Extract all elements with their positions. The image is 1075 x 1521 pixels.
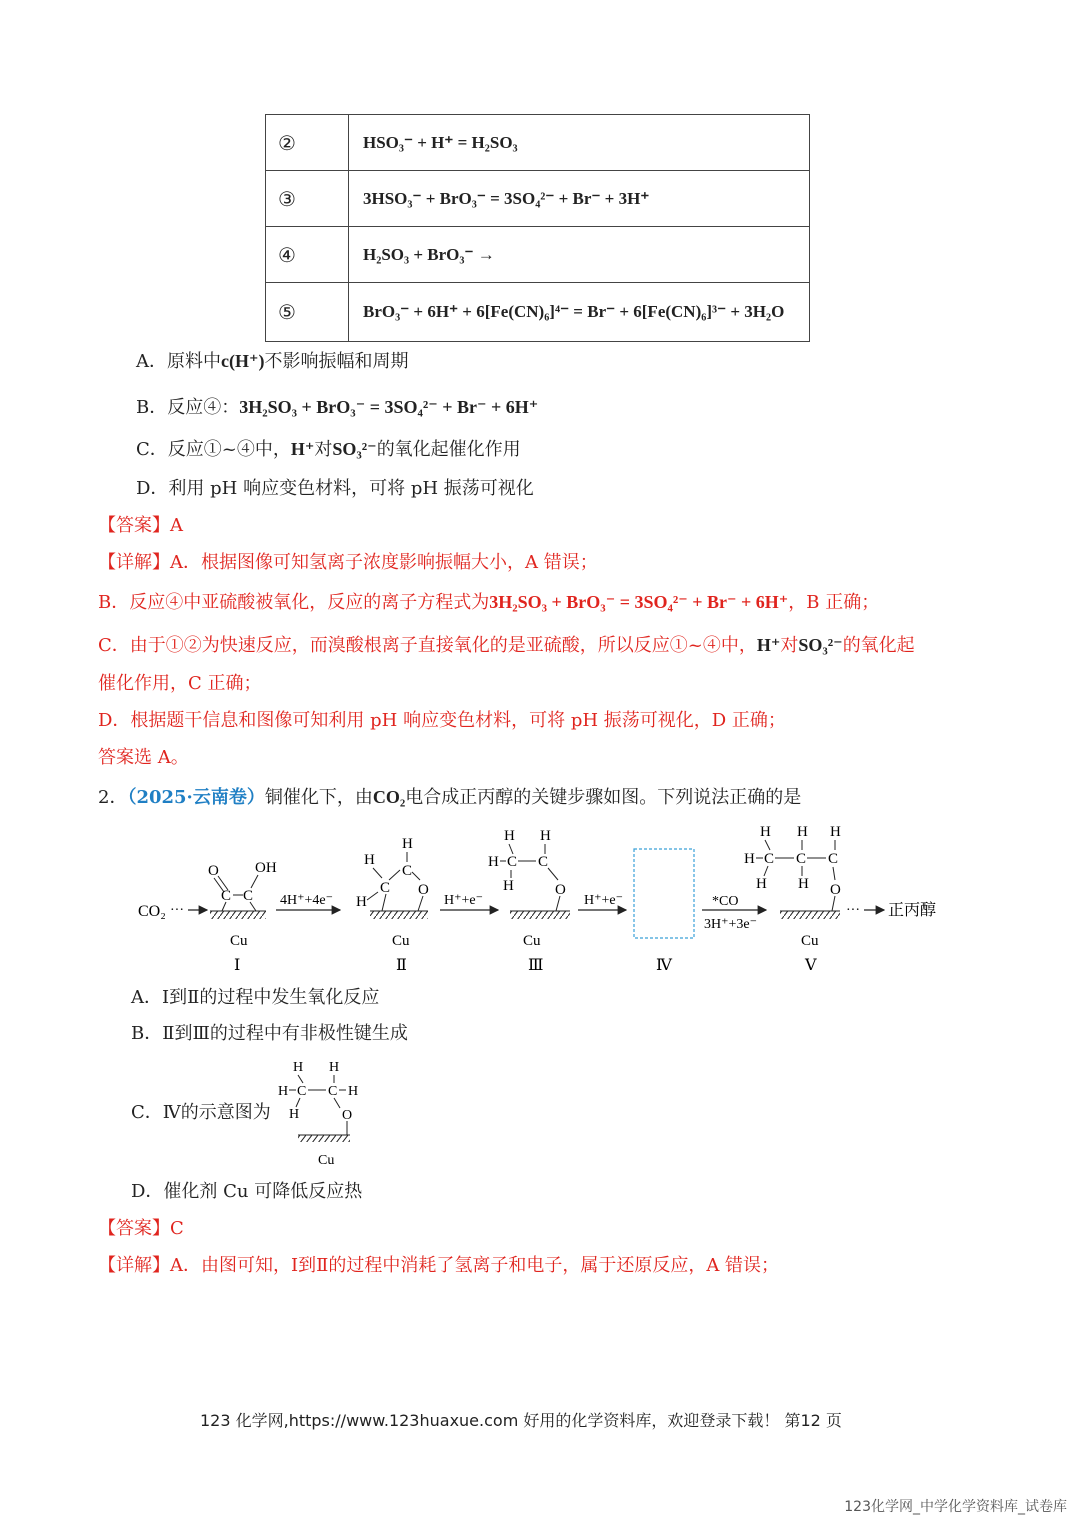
svg-text:Cu: Cu [801, 933, 819, 949]
svg-text:C: C [402, 863, 413, 879]
formula: CO₂ [372, 787, 406, 807]
formula: c(H⁺) [221, 351, 265, 371]
reaction-equation: H₂SO₃ + BrO₃⁻ → [349, 227, 810, 283]
svg-text:O: O [418, 882, 429, 898]
formula: H⁺ [756, 635, 781, 655]
svg-text:Ⅲ: Ⅲ [528, 957, 544, 974]
option-c-structure [270, 1055, 370, 1170]
reaction-equation: BrO₃⁻ + 6H⁺ + 6[Fe(CN)₆]⁴⁻ = Br⁻ + 6[Fe(CN)₆]³⁻ + 3H₂O [349, 283, 810, 342]
step-label: H⁺+e⁻ [584, 893, 623, 908]
svg-text:C: C [507, 854, 518, 870]
q2-option-a: A．Ⅰ到Ⅱ的过程中发生氧化反应 [131, 987, 380, 1008]
svg-text:H: H [760, 824, 771, 840]
table-row [266, 283, 810, 342]
svg-text:H: H [488, 854, 499, 870]
formula: SO₃²⁻ [332, 439, 377, 459]
svg-text:H: H [289, 1107, 300, 1122]
blank-structure-box [634, 849, 694, 938]
product-label: 正丙醇 [888, 900, 937, 919]
option-text: 不影响振幅和周期 [264, 351, 409, 372]
formula: 3H₂SO₃ + BrO₃⁻ = 3SO₄²⁻ + Br⁻ + 6H⁺ [239, 397, 539, 417]
svg-text:C: C [380, 880, 391, 896]
page-footer: 123 化学网,https://www.123huaxue.com 好用的化学资料库，欢迎登录下载！ 第12 页 [200, 1411, 842, 1430]
svg-text:H: H [798, 876, 809, 892]
svg-text:C: C [764, 851, 775, 867]
q1-conclusion: 答案选 A。 [98, 747, 189, 768]
svg-text:H: H [402, 836, 413, 852]
q1-option-a [136, 349, 408, 374]
step-label: H⁺+e⁻ [444, 893, 483, 908]
q2-option-c: C．Ⅳ的示意图为 [131, 1102, 271, 1123]
structure-3 [488, 828, 570, 974]
svg-text:C: C [328, 1084, 338, 1099]
reaction-equation: HSO₃⁻ + H⁺ = H₂SO₃ [349, 115, 810, 171]
structure-5 [744, 824, 841, 974]
svg-text:H: H [756, 876, 767, 892]
svg-text:Cu: Cu [230, 933, 248, 949]
detail-text: 对 [780, 635, 799, 656]
svg-text:O: O [342, 1108, 353, 1123]
svg-text:H: H [348, 1084, 359, 1099]
svg-text:Cu: Cu [523, 933, 541, 949]
q1-detail-b [98, 590, 879, 615]
svg-text:H: H [278, 1084, 289, 1099]
svg-text:C: C [828, 851, 839, 867]
formula: H⁺ [290, 439, 315, 459]
reaction-number: ② [266, 115, 349, 171]
svg-text:H: H [797, 824, 808, 840]
q2-option-d: D．催化剂 Cu 可降低反应热 [131, 1181, 363, 1202]
svg-text:Ⅰ: Ⅰ [234, 957, 241, 974]
q1-option-b [136, 395, 538, 420]
svg-text:Cu: Cu [392, 933, 410, 949]
option-text: 对 [314, 439, 333, 460]
reaction-number: ③ [266, 171, 349, 227]
option-text: 的氧化起催化作用 [376, 439, 521, 460]
svg-text:C: C [538, 854, 549, 870]
q1-option-d: D．利用 pH 响应变色材料，可将 pH 振荡可视化 [136, 478, 534, 499]
formula: SO₃²⁻ [798, 635, 843, 655]
stem-text: 铜催化下，由 [264, 787, 373, 808]
co2-label: CO₂ [138, 903, 166, 920]
svg-text:O: O [830, 882, 841, 898]
option-text: C．反应①~④中， [136, 439, 291, 460]
dots: ··· [170, 903, 184, 918]
step-label: 4H⁺+4e⁻ [280, 893, 333, 908]
svg-text:C: C [297, 1084, 307, 1099]
q1-detail-a: 【详解】A．根据图像可知氢离子浓度影响振幅大小，A 错误； [98, 552, 598, 573]
detail-text: ，B 正确； [788, 592, 880, 613]
structure-1 [208, 860, 277, 974]
svg-text:H: H [356, 894, 367, 910]
detail-text: B．反应④中亚硫酸被氧化，反应的离子方程式为 [98, 592, 490, 613]
svg-text:C: C [243, 888, 254, 904]
q2-answer: 【答案】C [98, 1218, 184, 1239]
reaction-number: ⑤ [266, 283, 349, 342]
detail-text: 的氧化起 [842, 635, 915, 656]
q1-answer: 【答案】A [98, 515, 183, 536]
svg-text:H: H [504, 828, 515, 844]
svg-text:H: H [293, 1060, 304, 1075]
reaction-number: ④ [266, 227, 349, 283]
reaction-equation: 3HSO₃⁻ + BrO₃⁻ = 3SO₄²⁻ + Br⁻ + 3H⁺ [349, 171, 810, 227]
svg-text:H: H [503, 878, 514, 894]
question-source: （2025·云南卷） [127, 787, 265, 808]
step-label: 3H⁺+3e⁻ [704, 917, 757, 932]
structure-4-label: Ⅳ [656, 957, 672, 974]
svg-text:Ⅴ: Ⅴ [805, 957, 817, 974]
watermark: 123化学网_中学化学资料库_试卷库 [844, 1499, 1067, 1515]
svg-text:H: H [744, 851, 755, 867]
dots: ··· [846, 903, 860, 918]
svg-text:H: H [329, 1060, 340, 1075]
svg-text:O: O [555, 882, 566, 898]
q2-option-b: B．Ⅱ到Ⅲ的过程中有非极性键生成 [131, 1023, 408, 1044]
q2-stem [98, 785, 801, 810]
stem-text: 电合成正丙醇的关键步骤如图。下列说法正确的是 [405, 787, 802, 808]
q1-option-c [136, 437, 521, 462]
question-number: 2． [98, 787, 128, 808]
q1-detail-c [98, 633, 915, 658]
svg-text:O: O [208, 863, 219, 879]
svg-text:H: H [540, 828, 551, 844]
reaction-table [265, 114, 810, 342]
reaction-mechanism-diagram [130, 820, 960, 980]
svg-text:C: C [796, 851, 807, 867]
q2-detail-a: 【详解】A．由图可知，Ⅰ到Ⅱ的过程中消耗了氢离子和电子，属于还原反应，A 错误； [98, 1255, 780, 1276]
step-label: *CO [712, 894, 739, 909]
table-row [266, 171, 810, 227]
q1-detail-d: D．根据题干信息和图像可知利用 pH 响应变色材料，可将 pH 振荡可视化，D 正确； [98, 710, 786, 731]
svg-text:C: C [221, 888, 232, 904]
q1-detail-c-cont: 催化作用，C 正确； [98, 673, 262, 694]
svg-text:H: H [364, 852, 375, 868]
option-text: B．反应④： [136, 397, 240, 418]
svg-text:Cu: Cu [318, 1153, 335, 1168]
table-row [266, 115, 810, 171]
svg-text:Ⅱ: Ⅱ [396, 957, 407, 974]
detail-text: C．由于①②为快速反应，而溴酸根离子直接氧化的是亚硫酸，所以反应①~④中， [98, 635, 757, 656]
table-row [266, 227, 810, 283]
option-text: A．原料中 [136, 351, 221, 372]
structure-2 [356, 836, 429, 974]
svg-text:OH: OH [255, 860, 277, 876]
formula: 3H₂SO₃ + BrO₃⁻ = 3SO₄²⁻ + Br⁻ + 6H⁺ [489, 592, 789, 612]
svg-text:H: H [830, 824, 841, 840]
